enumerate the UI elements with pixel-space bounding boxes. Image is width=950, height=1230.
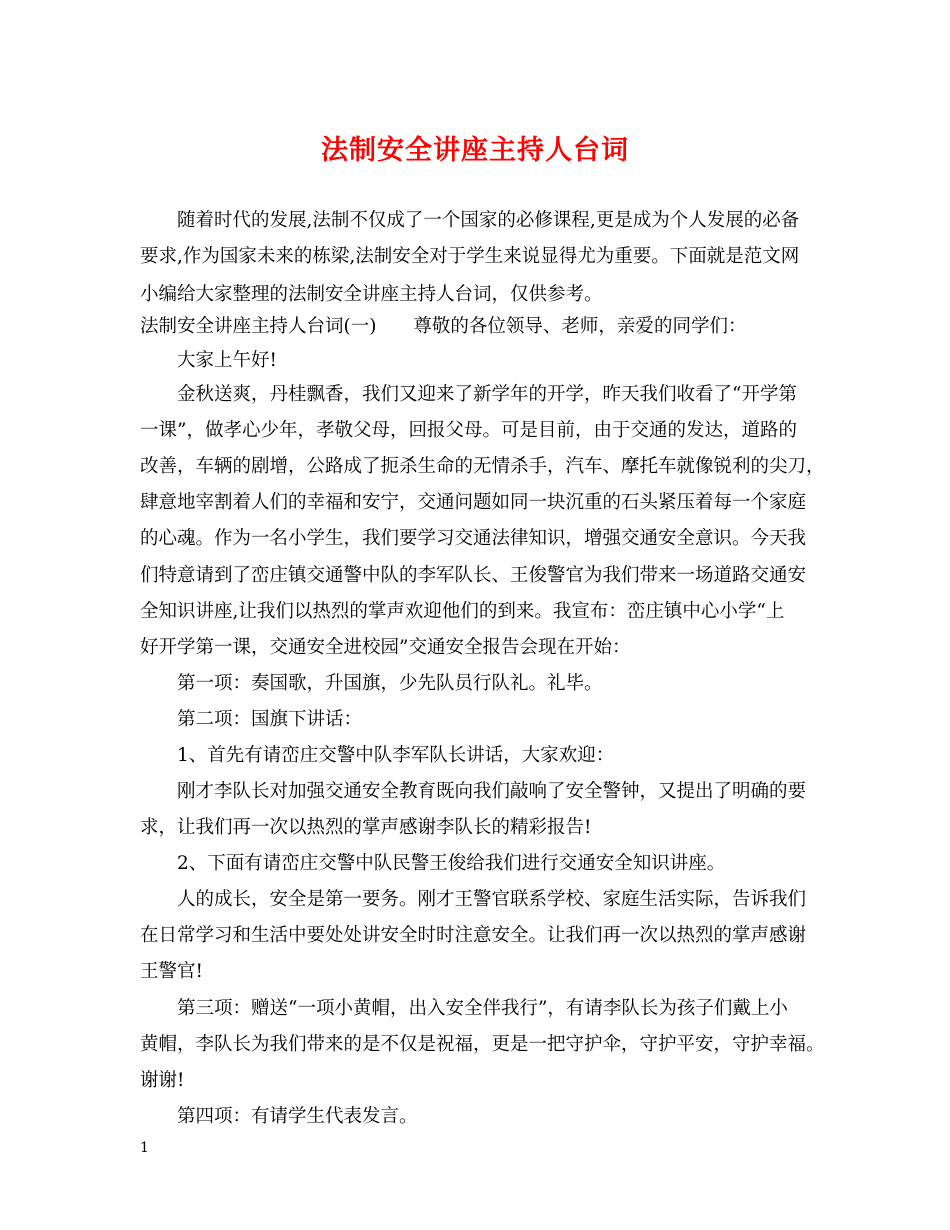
paragraph-line: 第三项：赠送“一项小黄帽，出入安全伴我行”，有请李队长为孩子们戴上小 [177,998,788,1019]
paragraph-line: 肆意地宰割着人们的幸福和安宁，交通问题如同一块沉重的石头紧压着每一个家庭 [140,492,807,513]
paragraph-line: 大家上午好! [177,350,277,371]
paragraph-line: 1、首先有请峦庄交警中队李军队长讲话，大家欢迎： [177,745,615,766]
paragraph-line: 第二项：国旗下讲话： [177,709,363,730]
paragraph-line: 2、下面有请峦庄交警中队民警王俊给我们进行交通安全知识讲座。 [177,853,726,874]
paragraph-line: 一课”，做孝心少年，孝敬父母，回报父母。可是目前，由于交通的发达，道路的 [140,420,797,441]
paragraph-line: 谢谢! [140,1070,185,1091]
paragraph-line: 求，让我们再一次以热烈的掌声感谢李队长的精彩报告! [140,817,592,838]
paragraph-line: 人的成长，安全是第一要务。刚才王警官联系学校、家庭生活实际，告诉我们 [177,889,807,910]
paragraph-line: 在日常学习和生活中要处处讲安全时时注意安全。让我们再一次以热烈的掌声感谢 [140,925,807,946]
paragraph-line: 要求,作为国家未来的栋梁,法制安全对于学生来说显得尤为重要。下面就是范文网 [140,246,800,267]
section-heading-line: 法制安全讲座主持人台词(一) 尊敬的各位领导、老师，亲爱的同学们： [140,316,747,337]
paragraph-line: 刚才李队长对加强交通安全教育既向我们敲响了安全警钟，又提出了明确的要 [177,781,807,802]
page-number: 1 [140,1140,149,1156]
page-title: 法制安全讲座主持人台词 [321,135,629,166]
paragraph-line: 全知识讲座,让我们以热烈的掌声欢迎他们的到来。我宣布：峦庄镇中心小学“上 [140,601,785,622]
paragraph-line: 王警官! [140,961,203,982]
paragraph-line: 们特意请到了峦庄镇交通警中队的李军队长、王俊警官为我们带来一场道路交通安 [140,565,807,586]
paragraph-line: 改善，车辆的剧增，公路成了扼杀生命的无情杀手，汽车、摩托车就像锐利的尖刀， [140,456,825,477]
paragraph-line: 随着时代的发展,法制不仅成了一个国家的必修课程,更是成为个人发展的必备 [177,210,800,231]
paragraph-line: 金秋送爽，丹桂飘香，我们又迎来了新学年的开学，昨天我们收看了“开学第 [177,384,797,405]
paragraph-line: 好开学第一课，交通安全进校园”交通安全报告会现在开始： [140,637,631,658]
paragraph-line: 小编给大家整理的法制安全讲座主持人台词，仅供参考。 [140,284,603,305]
paragraph-line: 第四项：有请学生代表发言。 [177,1106,418,1127]
paragraph-line: 第一项：奏国歌，升国旗，少先队员行队礼。礼毕。 [177,673,603,694]
paragraph-line: 的心魂。作为一名小学生，我们要学习交通法律知识，增强交通安全意识。今天我 [140,528,807,549]
paragraph-line: 黄帽，李队长为我们带来的是不仅是祝福，更是一把守护伞，守护平安，守护幸福。 [140,1034,825,1055]
